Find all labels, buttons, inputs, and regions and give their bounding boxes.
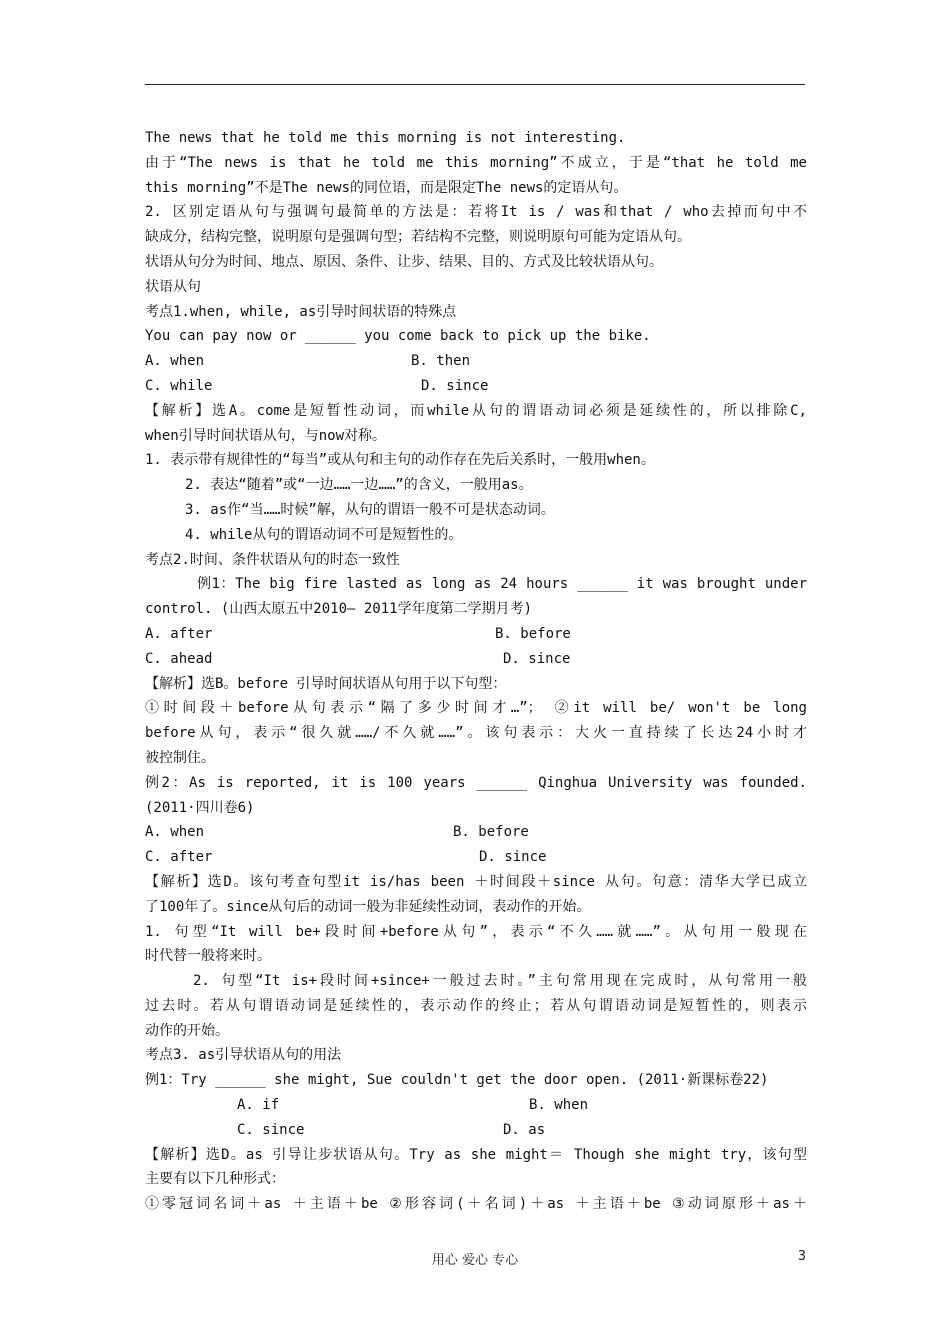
analysis-line: 主要有以下几种形式： bbox=[145, 1171, 285, 1188]
option-a: A. if bbox=[237, 1097, 280, 1114]
options-row bbox=[145, 647, 807, 672]
question-text: 例1：The big fire lasted as long as 24 hours ______ it was brought under bbox=[197, 576, 807, 593]
note-line: 过去时。若从句谓语动词是延续性的，表示动作的终止；若从句谓语动词是短暂性的，则表示 bbox=[145, 997, 807, 1014]
option-b: B. when bbox=[529, 1097, 589, 1114]
options-row bbox=[145, 1093, 807, 1118]
option-c: C. while bbox=[145, 377, 213, 394]
note-line: 时代替一般将来时。 bbox=[145, 948, 271, 965]
note-line: 动作的开始。 bbox=[145, 1022, 229, 1039]
header-rule bbox=[145, 84, 805, 85]
text-line: 状语从句分为时间、地点、原因、条件、让步、结果、目的、方式及比较状语从句。 bbox=[145, 253, 663, 270]
analysis-line: ①时间段＋before从句表示“隔了多少时间才…”； ②it will be/ won't be long bbox=[145, 700, 807, 717]
question-text: You can pay now or ______ you come back to pick up the bike. bbox=[145, 328, 651, 345]
question-text: 例2：As is reported, it is 100 years ______ Qinghua University was founded. bbox=[145, 774, 807, 791]
text-line: The news that he told me this morning is not interesting. bbox=[145, 130, 626, 146]
text-line: 2. 区别定语从句与强调句最简单的方法是：若将It is / was和that / who去掉而句中不 bbox=[145, 204, 807, 221]
option-c: C. since bbox=[237, 1121, 305, 1138]
option-d: D. since bbox=[503, 650, 571, 667]
options-row bbox=[145, 349, 807, 374]
options-row bbox=[145, 622, 807, 647]
options-row bbox=[145, 1118, 807, 1143]
options-row bbox=[145, 845, 807, 870]
footer-slogan: 用心 爱心 专心 bbox=[431, 1253, 519, 1268]
text-line: 由于“The news is that he told me this morning”不成立，于是“that he told me bbox=[145, 154, 807, 171]
text-line: this morning”不是The news的同位语，而是限定The news的定语从句。 bbox=[145, 179, 628, 196]
option-b: B. then bbox=[411, 353, 471, 370]
option-d: D. since bbox=[479, 849, 547, 866]
option-d: D. since bbox=[421, 377, 489, 394]
options-row bbox=[145, 820, 807, 845]
option-a: A. after bbox=[145, 625, 213, 642]
analysis-line: 【解析】选B。before 引导时间状语从句用于以下句型： bbox=[145, 675, 507, 692]
analysis-line: 【解析】选D。该句考查句型it is/has been ＋时间段＋since 从句。句意：清华大学已成立 bbox=[145, 873, 807, 890]
option-a: A. when bbox=[145, 353, 205, 370]
note-line: 1. 句型“It will be+段时间+before从句”，表示“不久……就……”。从句用一般现在 bbox=[145, 923, 807, 940]
topic-heading: 考点3. as引导状语从句的用法 bbox=[145, 1047, 342, 1064]
analysis-line: when引导时间状语从句，与now对称。 bbox=[145, 427, 387, 444]
note-line: 2. 表达“随着”或“一边……一边……”的含义，一般用as。 bbox=[185, 477, 533, 494]
analysis-line: ①零冠词名词＋as ＋主语＋be ②形容词(＋名词)＋as ＋主语＋be ③动词原形＋as＋ bbox=[145, 1196, 807, 1213]
option-c: C. ahead bbox=[145, 650, 213, 667]
option-d: D. as bbox=[503, 1121, 546, 1138]
analysis-line: 了100年了。since从句后的动词一般为非延续性动词，表动作的开始。 bbox=[145, 898, 591, 915]
analysis-line: 【解析】选D。as 引导让步状语从句。Try as she might＝ Though she might try，该句型 bbox=[145, 1146, 807, 1163]
analysis-line: before从句，表示“很久就……/不久就……”。该句表示：大火一直持续了长达24小时才 bbox=[145, 725, 807, 742]
option-b: B. before bbox=[453, 824, 529, 841]
topic-heading: 考点2.时间、条件状语从句的时态一致性 bbox=[145, 551, 400, 568]
question-text: (2011·四川卷6) bbox=[145, 799, 255, 816]
option-b: B. before bbox=[495, 625, 571, 642]
note-line: 4. while从句的谓语动词不可是短暂性的。 bbox=[185, 526, 463, 543]
analysis-line: 【解析】选A。come是短暂性动词，而while从句的谓语动词必须是延续性的，所以排除C, bbox=[145, 402, 807, 419]
options-row bbox=[145, 374, 807, 399]
question-text: control. (山西太原五中2010— 2011学年度第二学期月考) bbox=[145, 601, 533, 618]
page-number: 3 bbox=[797, 1249, 806, 1264]
topic-heading: 考点1.when, while, as引导时间状语的特殊点 bbox=[145, 303, 457, 320]
analysis-line: 被控制住。 bbox=[145, 749, 215, 766]
page-body bbox=[145, 126, 807, 1217]
option-c: C. after bbox=[145, 849, 213, 866]
note-line: 2. 句型“It is+段时间+since+一般过去时。”主句常用现在完成时，从句常用一般 bbox=[193, 973, 807, 990]
note-line: 3. as作“当……时候”解，从句的谓语一般不可是状态动词。 bbox=[185, 501, 555, 518]
note-line: 1. 表示带有规律性的“每当”或从句和主句的动作存在先后关系时，一般用when。 bbox=[145, 452, 655, 469]
section-heading: 状语从句 bbox=[145, 278, 201, 295]
option-a: A. when bbox=[145, 824, 205, 841]
text-line: 缺成分，结构完整，说明原句是强调句型；若结构不完整，则说明原句可能为定语从句。 bbox=[145, 229, 691, 246]
question-text: 例1：Try ______ she might, Sue couldn't get the door open. (2011·新课标卷22) bbox=[145, 1072, 769, 1089]
